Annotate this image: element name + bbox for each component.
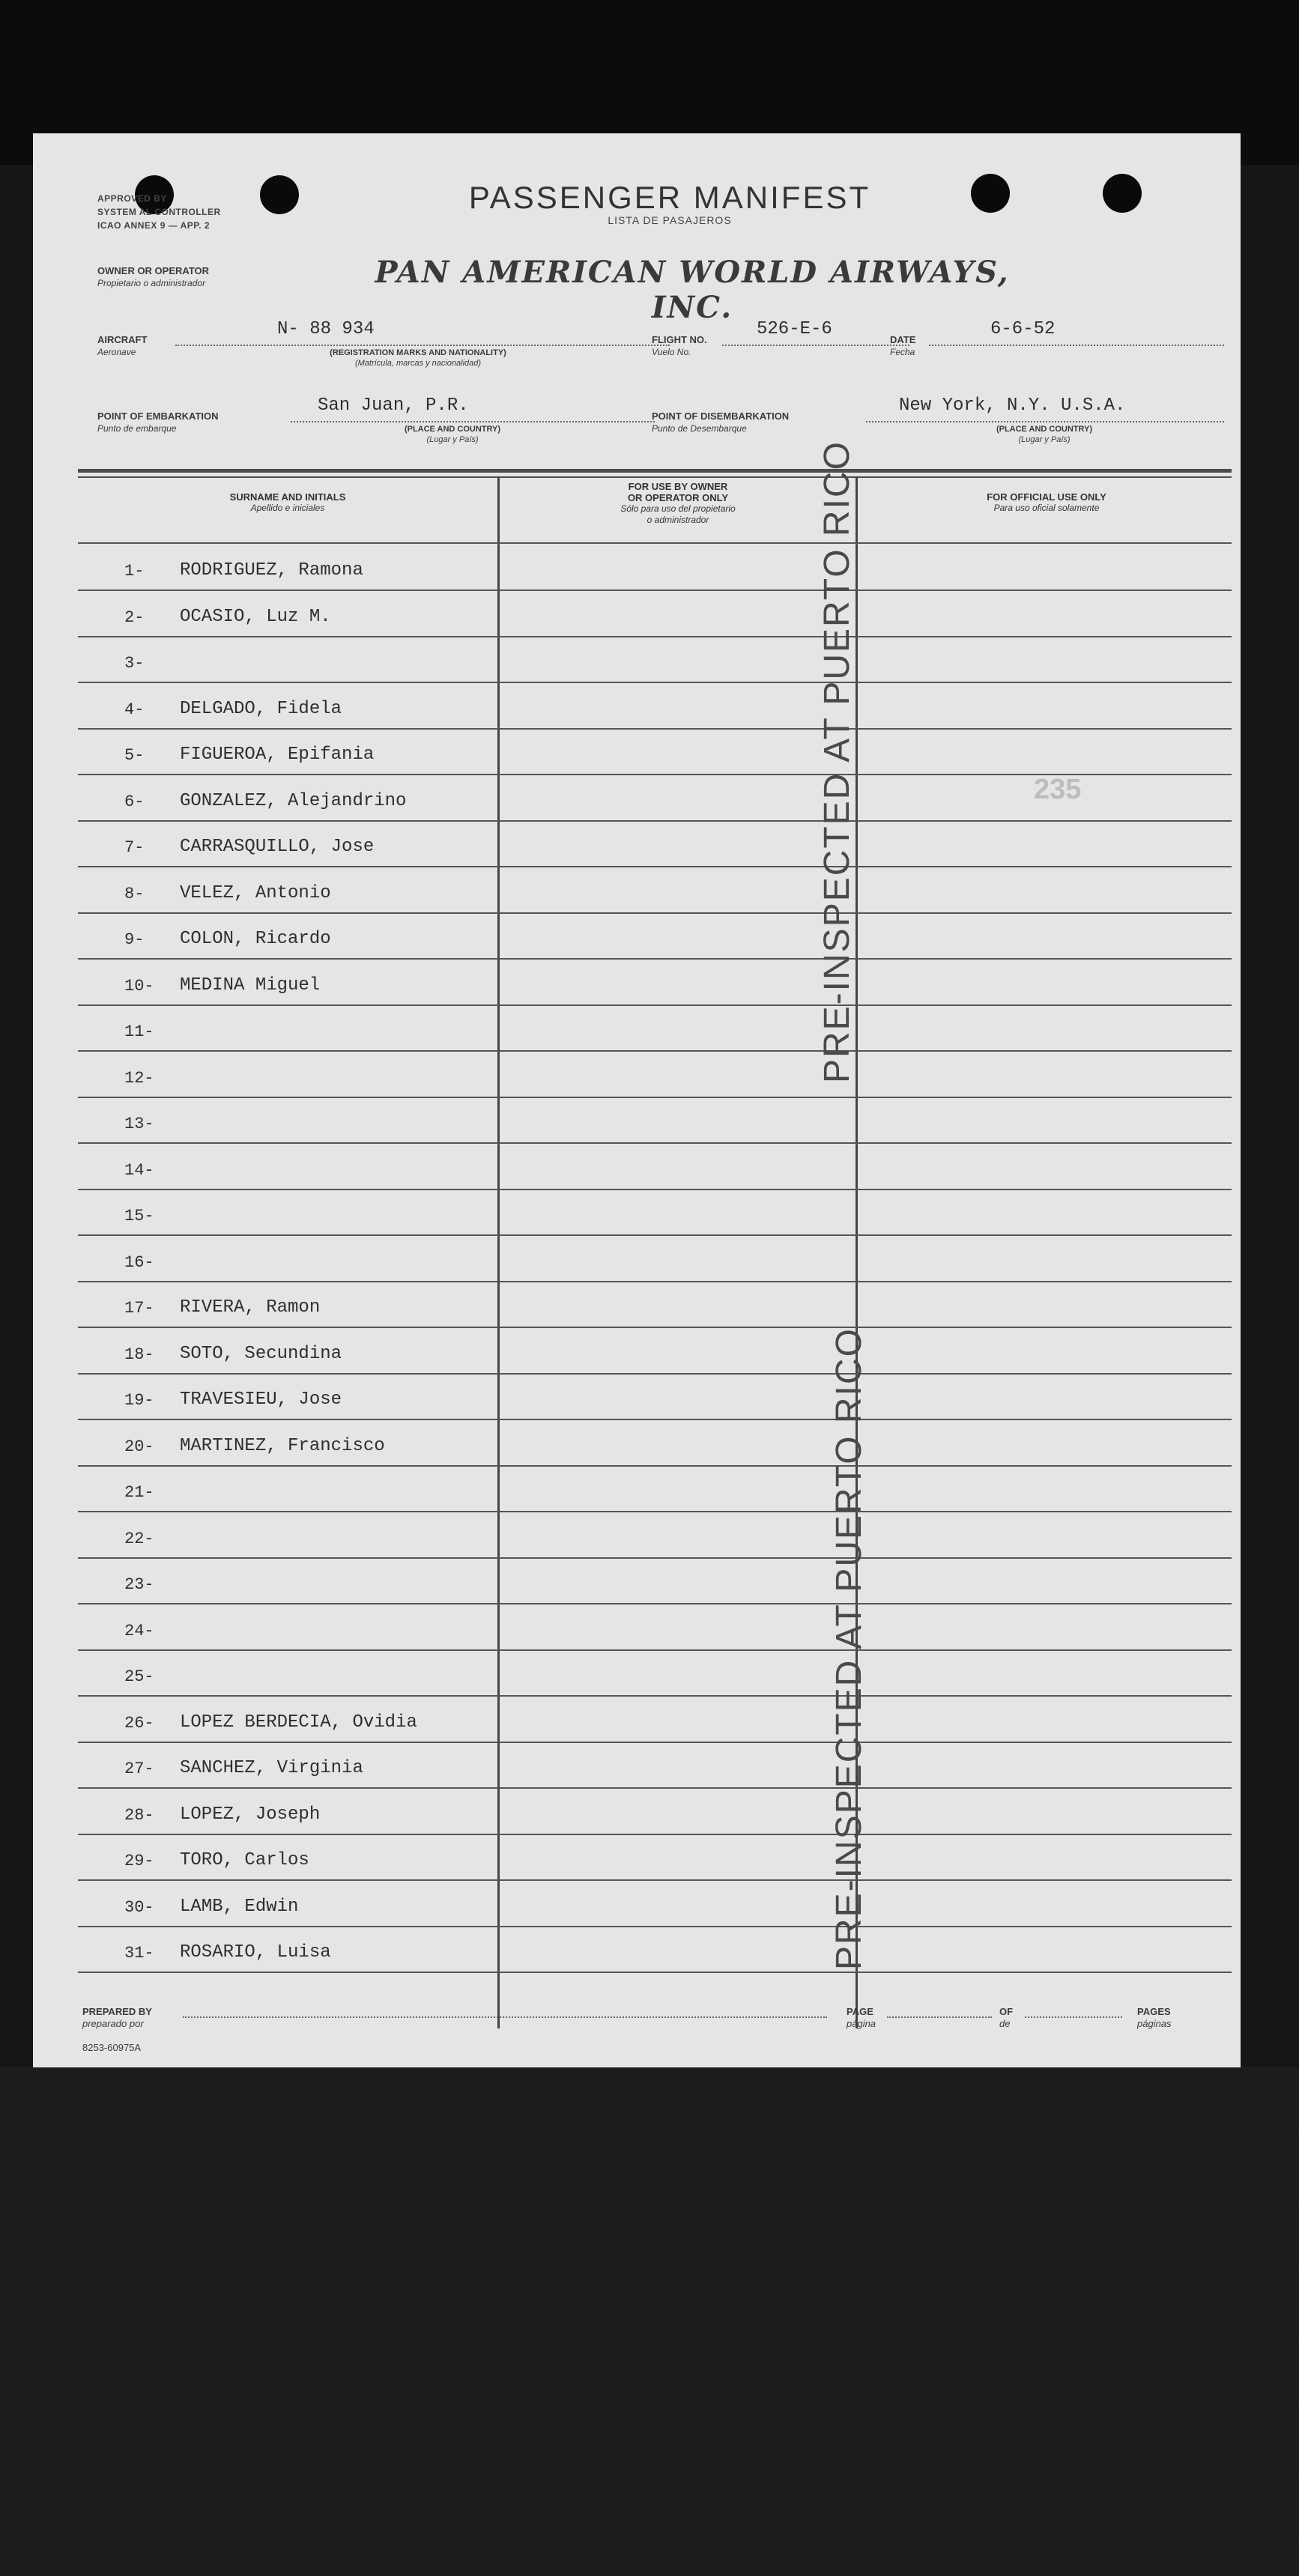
- row-number: 4-: [124, 700, 145, 719]
- column-header-surname: SURNAME AND INITIALS Apellido e iniciales: [229, 491, 346, 513]
- passenger-name: GONZALEZ, Alejandrino: [180, 790, 407, 811]
- row-number: 6-: [124, 792, 145, 811]
- table-row: [78, 1834, 1232, 1881]
- table-row: [78, 1004, 1232, 1052]
- prepared-by-line: [183, 2016, 827, 2018]
- form-number: 8253-60975A: [82, 2042, 142, 2053]
- approval-block: [97, 192, 221, 232]
- table-row: [78, 1373, 1232, 1420]
- row-number: 10-: [124, 976, 154, 995]
- table-row: [78, 1512, 1232, 1559]
- page-label: PAGE página: [847, 2006, 876, 2029]
- embarkation-value: San Juan, P.R.: [318, 396, 469, 416]
- page-subtitle: LISTA DE PASAJEROS: [608, 214, 732, 226]
- of-label: OF de: [999, 2006, 1014, 2029]
- passenger-name: CARRASQUILLO, Jose: [180, 837, 375, 857]
- table-row: [78, 1235, 1232, 1282]
- table-row: [78, 1189, 1232, 1236]
- punch-hole-icon: [1103, 174, 1142, 213]
- punch-hole-icon: [260, 175, 299, 214]
- date-line: [929, 345, 1224, 346]
- prepared-by-label: PREPARED BY preparado por: [82, 2006, 152, 2029]
- table-row: [78, 1649, 1232, 1697]
- disembarkation-value: New York, N.Y. U.S.A.: [899, 396, 1126, 416]
- page-line: [887, 2016, 992, 2018]
- approval-line: SYSTEM AL CONTROLLER: [97, 207, 221, 217]
- row-number: 20-: [124, 1437, 154, 1456]
- pre-inspected-stamp: PRE-INSPECTED AT PUERTO RICO: [817, 440, 857, 1083]
- carrier-name: PAN AMERICAN WORLD AIRWAYS, INC.: [375, 255, 1010, 325]
- date-label: DATE Fecha: [890, 334, 916, 357]
- embarkation-caption: (PLACE AND COUNTRY) (Lugar y País): [404, 425, 501, 444]
- disembarkation-caption: (PLACE AND COUNTRY) (Lugar y País): [996, 425, 1093, 444]
- table-row: [78, 912, 1232, 960]
- passenger-name: SANCHEZ, Virginia: [180, 1758, 363, 1778]
- row-number: 30-: [124, 1897, 154, 1917]
- aircraft-line: [175, 345, 670, 346]
- row-number: 1-: [124, 562, 145, 581]
- table-row: [78, 590, 1232, 637]
- row-number: 12-: [124, 1068, 154, 1088]
- page-title: PASSENGER MANIFEST: [468, 180, 871, 215]
- row-number: 7-: [124, 838, 145, 857]
- table-row: [78, 682, 1232, 730]
- table-row: [78, 1742, 1232, 1789]
- passenger-name: TORO, Carlos: [180, 1850, 309, 1870]
- table-top-rule: [78, 476, 1232, 478]
- passenger-name: TRAVESIEU, Jose: [180, 1389, 342, 1410]
- passenger-name: RIVERA, Ramon: [180, 1297, 321, 1318]
- row-number: 14-: [124, 1160, 154, 1180]
- of-line: [1025, 2016, 1122, 2018]
- row-number: 22-: [124, 1529, 154, 1548]
- row-number: 5-: [124, 746, 145, 765]
- row-number: 28-: [124, 1805, 154, 1825]
- pages-label: PAGES páginas: [1137, 2006, 1172, 2029]
- table-row: [78, 1327, 1232, 1375]
- passenger-name: OCASIO, Luz M.: [180, 606, 331, 627]
- passenger-name: SOTO, Secundina: [180, 1343, 342, 1364]
- table-row: [78, 1788, 1232, 1835]
- row-number: 31-: [124, 1944, 154, 1963]
- passenger-name: LAMB, Edwin: [180, 1896, 299, 1917]
- flight-line: [722, 345, 909, 346]
- aircraft-label: AIRCRAFT Aeronave: [97, 334, 148, 357]
- column-header-owner-use: FOR USE BY OWNER OR OPERATOR ONLY Sólo para uso del propietario o administrador: [620, 481, 736, 525]
- embarkation-label: POINT OF EMBARKATION Punto de embarque: [97, 410, 219, 434]
- passenger-name: FIGUEROA, Epifania: [180, 745, 375, 765]
- passenger-name: LOPEZ, Joseph: [180, 1804, 321, 1825]
- owner-label: OWNER OR OPERATOR Propietario o administrador: [97, 265, 210, 288]
- table-row: [78, 1419, 1232, 1467]
- table-row: [78, 1097, 1232, 1144]
- aircraft-value: N- 88 934: [277, 319, 375, 339]
- row-number: 17-: [124, 1299, 154, 1318]
- passenger-name: RODRIGUEZ, Ramona: [180, 560, 363, 581]
- row-number: 15-: [124, 1207, 154, 1225]
- embarkation-line: [291, 421, 655, 422]
- approval-line: APPROVED BY: [97, 193, 167, 204]
- row-number: 19-: [124, 1391, 154, 1410]
- disembarkation-label: POINT OF DISEMBARKATION Punto de Desembarque: [652, 410, 790, 434]
- row-number: 23-: [124, 1575, 154, 1594]
- table-row: [78, 544, 1232, 591]
- passenger-name: ROSARIO, Luisa: [180, 1942, 331, 1963]
- approval-line: ICAO ANNEX 9 — APP. 2: [97, 220, 211, 231]
- table-row: [78, 1557, 1232, 1604]
- passenger-name: MARTINEZ, Francisco: [180, 1435, 385, 1456]
- row-number: 9-: [124, 930, 145, 949]
- table-row: [78, 959, 1232, 1006]
- table-row: [78, 1281, 1232, 1328]
- flight-value: 526-E-6: [757, 319, 832, 339]
- row-number: 26-: [124, 1713, 154, 1733]
- table-row: [78, 1604, 1232, 1651]
- row-number: 18-: [124, 1345, 154, 1364]
- row-number: 11-: [124, 1022, 154, 1041]
- table-row: [78, 1051, 1232, 1098]
- manifest-sheet: [33, 133, 1241, 2067]
- table-row: [78, 820, 1232, 867]
- faint-number: 235: [1034, 774, 1082, 805]
- registration-caption: (REGISTRATION MARKS AND NATIONALITY) (Matrícula, marcas y nacionalidad): [330, 348, 506, 368]
- table-row: [78, 1880, 1232, 1927]
- row-number: 25-: [124, 1667, 154, 1686]
- table-top-rule: [78, 469, 1232, 473]
- pre-inspected-stamp: PRE-INSPECTED AT PUERTO RICO: [829, 1327, 869, 1970]
- passenger-name: MEDINA Miguel: [180, 975, 321, 995]
- row-number: 27-: [124, 1760, 154, 1778]
- scan-background-texture: [0, 2067, 1299, 2576]
- row-number: 13-: [124, 1115, 154, 1133]
- row-number: 16-: [124, 1252, 154, 1272]
- passenger-name: DELGADO, Fidela: [180, 698, 342, 719]
- table-row: [78, 1143, 1232, 1190]
- row-number: 21-: [124, 1483, 154, 1502]
- row-number: 3-: [124, 654, 145, 673]
- disembarkation-line: [866, 421, 1224, 422]
- table-row: [78, 636, 1232, 683]
- passenger-name: LOPEZ BERDECIA, Ovidia: [180, 1712, 417, 1733]
- date-value: 6-6-52: [990, 319, 1056, 339]
- row-number: 8-: [124, 884, 145, 903]
- table-row: [78, 1926, 1232, 1973]
- flight-label: FLIGHT NO. Vuelo No.: [652, 334, 707, 357]
- punch-hole-icon: [971, 174, 1010, 213]
- form-title: [445, 180, 894, 226]
- row-number: 29-: [124, 1852, 154, 1870]
- table-row: [78, 1465, 1232, 1512]
- table-row: [78, 867, 1232, 914]
- column-header-official-use: FOR OFFICIAL USE ONLY Para uso oficial solamente: [987, 491, 1106, 513]
- passenger-name: VELEZ, Antonio: [180, 882, 331, 903]
- table-row: [78, 728, 1232, 775]
- row-number: 24-: [124, 1621, 154, 1640]
- row-number: 2-: [124, 607, 145, 627]
- passenger-name: COLON, Ricardo: [180, 929, 331, 949]
- table-row: [78, 1696, 1232, 1743]
